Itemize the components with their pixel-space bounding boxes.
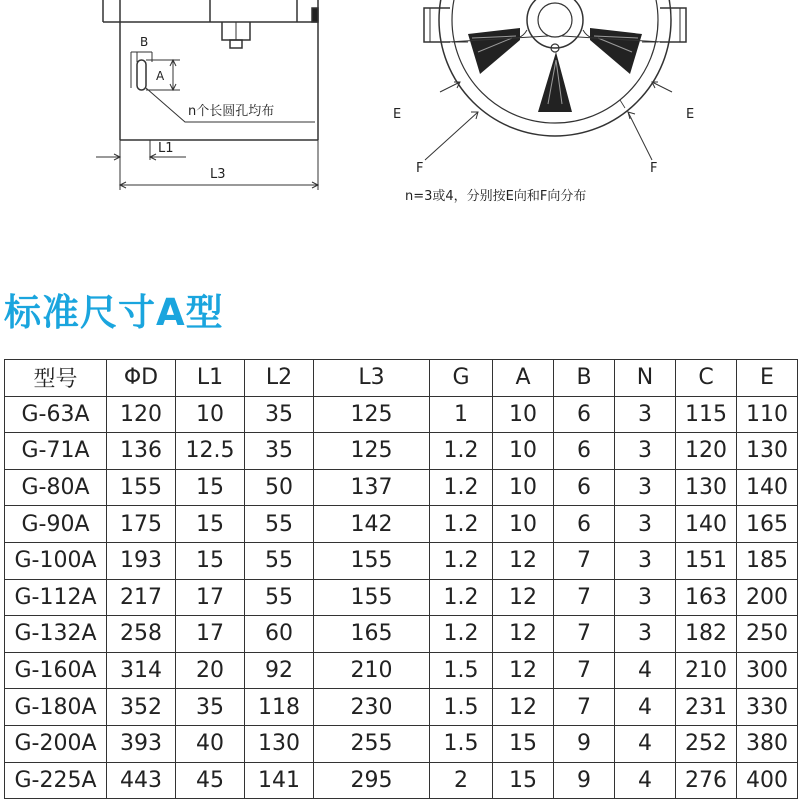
table-cell: 140 xyxy=(737,469,798,506)
table-cell: 231 xyxy=(676,689,737,726)
table-cell: 1.2 xyxy=(430,433,493,470)
table-cell: G-180A xyxy=(5,689,107,726)
table-cell: 35 xyxy=(176,689,245,726)
table-cell: 400 xyxy=(737,762,798,799)
front-view-drawing xyxy=(424,0,686,160)
table-cell: 120 xyxy=(676,433,737,470)
table-cell: 252 xyxy=(676,725,737,762)
table-cell: 17 xyxy=(176,616,245,653)
table-cell: 230 xyxy=(314,689,430,726)
table-cell: G-100A xyxy=(5,542,107,579)
column-header: 型号 xyxy=(5,360,107,397)
distribution-note: n=3或4，分别按E向和F向分布 xyxy=(405,189,587,204)
table-row xyxy=(5,616,798,653)
label-e-left: E xyxy=(393,107,402,122)
table-cell: 1.5 xyxy=(430,652,493,689)
table-cell: 210 xyxy=(676,652,737,689)
table-cell: 125 xyxy=(314,433,430,470)
section-title: 标准尺寸A型 xyxy=(4,291,224,334)
table-cell: 4 xyxy=(615,762,676,799)
table-cell: 130 xyxy=(676,469,737,506)
table-cell: 10 xyxy=(493,506,554,543)
table-cell: 210 xyxy=(314,652,430,689)
table-cell: 3 xyxy=(615,469,676,506)
table-cell: 10 xyxy=(493,396,554,433)
table-cell: G-200A xyxy=(5,725,107,762)
table-cell: 35 xyxy=(245,396,314,433)
table-cell: 182 xyxy=(676,616,737,653)
table-cell: 15 xyxy=(493,762,554,799)
table-row xyxy=(5,725,798,762)
side-view-drawing xyxy=(96,0,318,190)
table-cell: G-80A xyxy=(5,469,107,506)
table-cell: 9 xyxy=(554,725,615,762)
table-cell: 165 xyxy=(314,616,430,653)
table-cell: 55 xyxy=(245,542,314,579)
table-cell: 10 xyxy=(176,396,245,433)
table-cell: 3 xyxy=(615,396,676,433)
table-row xyxy=(5,506,798,543)
table-row xyxy=(5,652,798,689)
column-header: ΦD xyxy=(107,360,176,397)
table-cell: 314 xyxy=(107,652,176,689)
table-cell: 45 xyxy=(176,762,245,799)
table-cell: 276 xyxy=(676,762,737,799)
table-cell: 130 xyxy=(737,433,798,470)
table-cell: 125 xyxy=(314,396,430,433)
table-cell: 15 xyxy=(176,506,245,543)
table-cell: 1.2 xyxy=(430,579,493,616)
table-cell: 12 xyxy=(493,579,554,616)
table-cell: 4 xyxy=(615,652,676,689)
table-cell: 10 xyxy=(493,433,554,470)
table-cell: 50 xyxy=(245,469,314,506)
table-cell: 7 xyxy=(554,542,615,579)
table-cell: 130 xyxy=(245,725,314,762)
label-f-right: F xyxy=(650,161,658,176)
table-cell: 443 xyxy=(107,762,176,799)
table-cell: 151 xyxy=(676,542,737,579)
column-header: G xyxy=(430,360,493,397)
column-header: A xyxy=(493,360,554,397)
table-cell: 155 xyxy=(107,469,176,506)
table-cell: G-63A xyxy=(5,396,107,433)
label-f-left: F xyxy=(416,161,424,176)
table-cell: 1.2 xyxy=(430,616,493,653)
table-cell: G-90A xyxy=(5,506,107,543)
table-cell: 120 xyxy=(107,396,176,433)
table-cell: 4 xyxy=(615,689,676,726)
table-row xyxy=(5,762,798,799)
column-header: L3 xyxy=(314,360,430,397)
table-cell: 380 xyxy=(737,725,798,762)
table-cell: 60 xyxy=(245,616,314,653)
column-header: L1 xyxy=(176,360,245,397)
table-cell: 12.5 xyxy=(176,433,245,470)
column-header: B xyxy=(554,360,615,397)
table-header xyxy=(5,360,798,397)
table-cell: 295 xyxy=(314,762,430,799)
table-cell: 1.2 xyxy=(430,542,493,579)
table-cell: 1.2 xyxy=(430,506,493,543)
table-cell: 255 xyxy=(314,725,430,762)
table-row xyxy=(5,433,798,470)
label-l3: L3 xyxy=(210,167,226,182)
table-cell: 115 xyxy=(676,396,737,433)
table-cell: 20 xyxy=(176,652,245,689)
table-row xyxy=(5,579,798,616)
table-cell: 200 xyxy=(737,579,798,616)
table-cell: 2 xyxy=(430,762,493,799)
table-cell: 7 xyxy=(554,652,615,689)
table-cell: 3 xyxy=(615,542,676,579)
table-cell: 1.2 xyxy=(430,469,493,506)
table-cell: 55 xyxy=(245,579,314,616)
table-cell: 12 xyxy=(493,616,554,653)
table-cell: 258 xyxy=(107,616,176,653)
table-cell: 352 xyxy=(107,689,176,726)
table-cell: 110 xyxy=(737,396,798,433)
table-cell: 250 xyxy=(737,616,798,653)
table-cell: 142 xyxy=(314,506,430,543)
table-cell: 300 xyxy=(737,652,798,689)
spec-table xyxy=(4,359,798,799)
table-cell: 15 xyxy=(176,469,245,506)
table-row xyxy=(5,396,798,433)
table-cell: 17 xyxy=(176,579,245,616)
table-body xyxy=(5,396,798,799)
label-a: A xyxy=(156,69,165,83)
table-cell: 140 xyxy=(676,506,737,543)
table-cell: 137 xyxy=(314,469,430,506)
table-row xyxy=(5,689,798,726)
label-l1: L1 xyxy=(158,141,174,156)
column-header: L2 xyxy=(245,360,314,397)
table-cell: 9 xyxy=(554,762,615,799)
table-cell: 6 xyxy=(554,396,615,433)
column-header: N xyxy=(615,360,676,397)
table-cell: 40 xyxy=(176,725,245,762)
table-cell: 136 xyxy=(107,433,176,470)
table-cell: G-225A xyxy=(5,762,107,799)
table-cell: 185 xyxy=(737,542,798,579)
table-cell: 155 xyxy=(314,579,430,616)
table-cell: 1.5 xyxy=(430,689,493,726)
table-cell: 10 xyxy=(493,469,554,506)
table-cell: 118 xyxy=(245,689,314,726)
table-cell: 55 xyxy=(245,506,314,543)
table-cell: 141 xyxy=(245,762,314,799)
table-cell: 6 xyxy=(554,469,615,506)
table-cell: G-112A xyxy=(5,579,107,616)
table-cell: 3 xyxy=(615,506,676,543)
column-header: E xyxy=(737,360,798,397)
table-cell: 92 xyxy=(245,652,314,689)
table-cell: 15 xyxy=(493,725,554,762)
table-cell: 7 xyxy=(554,616,615,653)
table-cell: 165 xyxy=(737,506,798,543)
table-cell: 1 xyxy=(430,396,493,433)
table-cell: 7 xyxy=(554,579,615,616)
slot-note: n个长圆孔均布 xyxy=(188,104,275,119)
label-b: B xyxy=(140,35,149,49)
table-cell: G-132A xyxy=(5,616,107,653)
table-cell: 12 xyxy=(493,652,554,689)
table-cell: G-160A xyxy=(5,652,107,689)
table-cell: 3 xyxy=(615,433,676,470)
table-cell: 1.5 xyxy=(430,725,493,762)
table-cell: 4 xyxy=(615,725,676,762)
table-cell: 12 xyxy=(493,542,554,579)
table-cell: 35 xyxy=(245,433,314,470)
table-row xyxy=(5,469,798,506)
table-cell: 3 xyxy=(615,579,676,616)
label-e-right: E xyxy=(686,107,695,122)
table-cell: 3 xyxy=(615,616,676,653)
table-cell: 217 xyxy=(107,579,176,616)
table-cell: 193 xyxy=(107,542,176,579)
table-cell: 155 xyxy=(314,542,430,579)
column-header: C xyxy=(676,360,737,397)
table-row xyxy=(5,542,798,579)
table-cell: 163 xyxy=(676,579,737,616)
header-row xyxy=(5,360,798,397)
technical-drawings xyxy=(0,0,800,240)
table-cell: 12 xyxy=(493,689,554,726)
table-cell: 15 xyxy=(176,542,245,579)
table-cell: 175 xyxy=(107,506,176,543)
table-cell: 7 xyxy=(554,689,615,726)
table-cell: 330 xyxy=(737,689,798,726)
table-cell: 6 xyxy=(554,433,615,470)
table-cell: G-71A xyxy=(5,433,107,470)
table-cell: 393 xyxy=(107,725,176,762)
table-cell: 6 xyxy=(554,506,615,543)
